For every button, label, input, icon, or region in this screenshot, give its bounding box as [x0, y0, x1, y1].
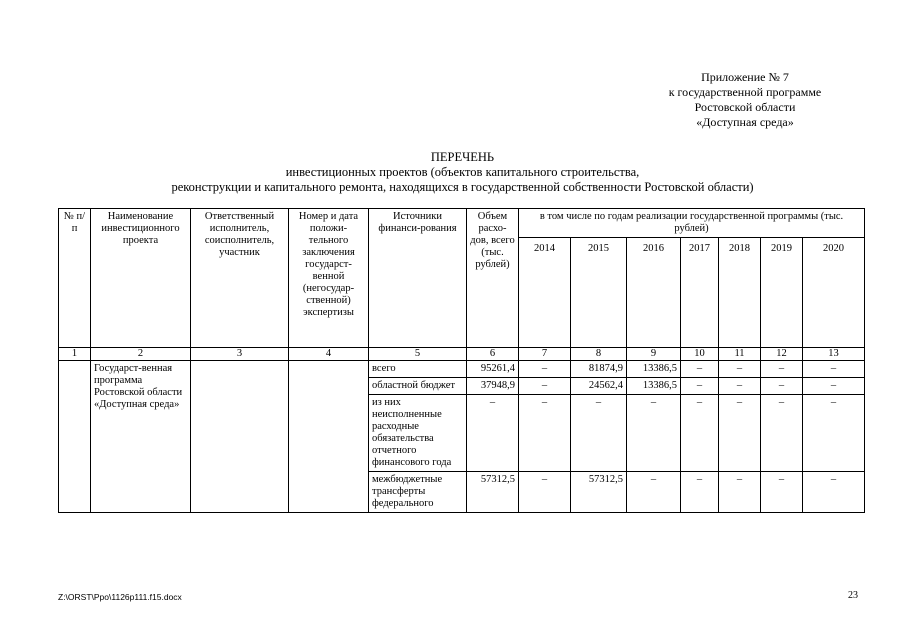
year-2018-cell: – [719, 395, 761, 472]
header-num: № п/п [59, 209, 91, 348]
appendix-line-4: «Доступная среда» [696, 115, 794, 129]
column-number: 10 [681, 348, 719, 361]
row-number-cell [59, 361, 91, 513]
year-2018-cell: – [719, 472, 761, 513]
header-executor: Ответственный исполнитель, соисполнитель, участник [191, 209, 289, 348]
header-year: 2016 [627, 238, 681, 348]
year-2018-cell: – [719, 378, 761, 395]
header-project-name: Наименование инвестиционного проекта [91, 209, 191, 348]
year-2015-cell: 81874,9 [571, 361, 627, 378]
header-year: 2017 [681, 238, 719, 348]
table-row [59, 361, 865, 378]
year-2019-cell: – [761, 378, 803, 395]
year-2020-cell: – [803, 361, 865, 378]
year-2014-cell: – [519, 395, 571, 472]
year-2018-cell: – [719, 361, 761, 378]
appendix-block [620, 70, 870, 130]
year-2020-cell: – [803, 472, 865, 513]
year-2014-cell: – [519, 472, 571, 513]
header-total-expenses: Объем расхо-дов, всего (тыс. рублей) [467, 209, 519, 348]
header-year: 2019 [761, 238, 803, 348]
column-number: 4 [289, 348, 369, 361]
header-year: 2018 [719, 238, 761, 348]
investment-projects-table [58, 208, 865, 513]
expertise-cell [289, 361, 369, 513]
funding-source-cell: всего [369, 361, 467, 378]
year-2017-cell: – [681, 472, 719, 513]
document-subtitle-2: реконструкции и капитального ремонта, находящихся в государственной собственности Ростовской области) [171, 180, 754, 194]
column-number: 13 [803, 348, 865, 361]
header-by-years: в том числе по годам реализации государственной программы (тыс. рублей) [519, 209, 865, 238]
page-number: 23 [848, 590, 858, 601]
column-number: 9 [627, 348, 681, 361]
project-name-cell: Государст-венная программа Ростовской области «Доступная среда» [91, 361, 191, 513]
column-number: 11 [719, 348, 761, 361]
column-numbers-row [59, 348, 865, 361]
year-2015-cell: 24562,4 [571, 378, 627, 395]
document-heading [60, 150, 865, 195]
column-number: 7 [519, 348, 571, 361]
appendix-line-3: Ростовской области [694, 100, 796, 114]
column-number: 1 [59, 348, 91, 361]
column-number: 5 [369, 348, 467, 361]
column-number: 8 [571, 348, 627, 361]
year-2015-cell: – [571, 395, 627, 472]
column-number: 12 [761, 348, 803, 361]
total-cell: 37948,9 [467, 378, 519, 395]
header-row [59, 209, 865, 238]
year-2016-cell: 13386,5 [627, 361, 681, 378]
column-number: 3 [191, 348, 289, 361]
funding-source-cell: областной бюджет [369, 378, 467, 395]
total-cell: – [467, 395, 519, 472]
header-year: 2015 [571, 238, 627, 348]
appendix-line-2: к государственной программе [668, 85, 822, 99]
year-2019-cell: – [761, 395, 803, 472]
column-number: 6 [467, 348, 519, 361]
executor-cell [191, 361, 289, 513]
header-year: 2020 [803, 238, 865, 348]
year-2017-cell: – [681, 361, 719, 378]
year-2014-cell: – [519, 361, 571, 378]
appendix-line-1: Приложение № 7 [701, 70, 789, 84]
year-2020-cell: – [803, 395, 865, 472]
year-2016-cell: – [627, 395, 681, 472]
document-title: ПЕРЕЧЕНЬ [430, 150, 495, 164]
year-2016-cell: 13386,5 [627, 378, 681, 395]
year-2015-cell: 57312,5 [571, 472, 627, 513]
total-cell: 95261,4 [467, 361, 519, 378]
year-2017-cell: – [681, 378, 719, 395]
funding-source-cell: из них неисполненные расходные обязательства отчетного финансового года [369, 395, 467, 472]
header-funding-sources: Источники финанси-рования [369, 209, 467, 348]
column-number: 2 [91, 348, 191, 361]
funding-source-cell: межбюджетные трансферты федерального [369, 472, 467, 513]
document-subtitle-1: инвестиционных проектов (объектов капитального строительства, [285, 165, 640, 179]
header-expertise: Номер и дата положи-тельного заключения государст-венной (негосудар-ственной) экспертизы [289, 209, 369, 348]
year-2014-cell: – [519, 378, 571, 395]
year-2020-cell: – [803, 378, 865, 395]
year-2016-cell: – [627, 472, 681, 513]
total-cell: 57312,5 [467, 472, 519, 513]
year-2019-cell: – [761, 361, 803, 378]
year-2019-cell: – [761, 472, 803, 513]
file-path-footer: Z:\ORST\Ppo\1126p111.f15.docx [58, 592, 182, 602]
year-2017-cell: – [681, 395, 719, 472]
header-year: 2014 [519, 238, 571, 348]
